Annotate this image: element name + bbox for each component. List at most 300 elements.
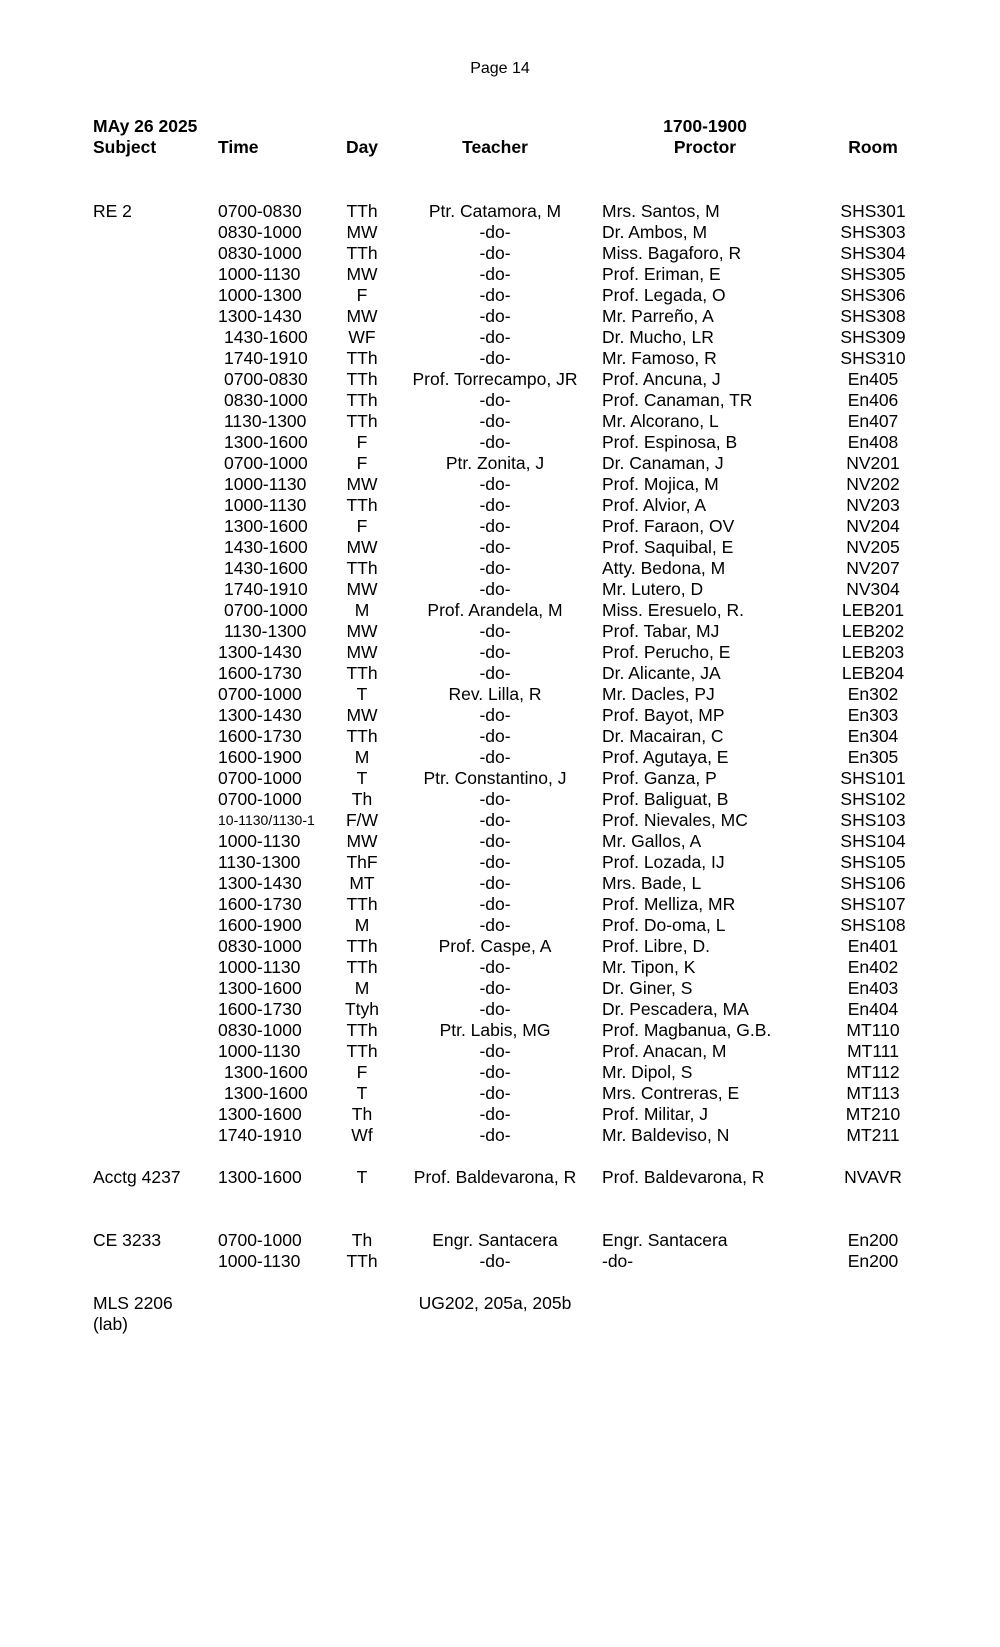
cell-room: En407: [847, 411, 899, 431]
cell-teacher: -do-: [479, 1041, 511, 1061]
table-row: [0, 327, 1000, 348]
cell-proctor: Prof. Baliguat, B: [602, 789, 729, 809]
table-row: [0, 789, 1000, 810]
cell-room: En401: [847, 936, 899, 956]
table-row: [0, 999, 1000, 1020]
cell-day: TTh: [346, 936, 378, 956]
table-row: [0, 978, 1000, 999]
cell-teacher: Prof. Caspe, A: [438, 936, 552, 956]
cell-teacher: -do-: [479, 516, 511, 536]
cell-proctor: Dr. Mucho, LR: [602, 327, 714, 347]
table-row: [0, 1251, 1000, 1272]
cell-day: TTh: [346, 390, 378, 410]
cell-teacher: -do-: [479, 411, 511, 431]
cell-proctor: Dr. Pescadera, MA: [602, 999, 749, 1019]
cell-day: MT: [349, 873, 375, 893]
cell-room: MT113: [846, 1083, 900, 1103]
cell-time: 1740-1910: [224, 348, 308, 368]
cell-room: En304: [847, 726, 899, 746]
cell-day: Th: [351, 789, 373, 809]
cell-day: ThF: [346, 852, 378, 872]
cell-teacher: -do-: [479, 222, 511, 242]
cell-time: 10-1130/1130-1: [218, 812, 315, 828]
cell-day: TTh: [346, 894, 378, 914]
cell-room: SHS101: [840, 768, 906, 788]
cell-room: En302: [847, 684, 899, 704]
cell-teacher: UG202, 205a, 205b: [418, 1293, 572, 1313]
cell-day: TTh: [346, 348, 378, 368]
cell-teacher: -do-: [479, 663, 511, 683]
cell-teacher: -do-: [479, 621, 511, 641]
table-row: [0, 495, 1000, 516]
cell-day: Ttyh: [344, 999, 380, 1019]
exam-date: MAy 26 2025: [93, 116, 198, 136]
cell-proctor: Mrs. Contreras, E: [602, 1083, 740, 1103]
table-row: [0, 642, 1000, 663]
cell-proctor: Prof. Mojica, M: [602, 474, 719, 494]
cell-proctor: Prof. Tabar, MJ: [602, 621, 720, 641]
cell-time: 1000-1130: [218, 831, 301, 851]
cell-time: 1000-1130: [218, 957, 301, 977]
cell-proctor: Dr. Macairan, C: [602, 726, 724, 746]
table-row: [0, 411, 1000, 432]
cell-proctor: Mr. Gallos, A: [602, 831, 702, 851]
cell-teacher: Engr. Santacera: [432, 1230, 558, 1250]
table-row: [0, 600, 1000, 621]
cell-day: MW: [346, 831, 378, 851]
cell-time: 1300-1430: [218, 873, 302, 893]
cell-day: TTh: [346, 1041, 378, 1061]
cell-day: T: [356, 684, 368, 704]
cell-time: 1600-1730: [218, 894, 302, 914]
cell-room: SHS103: [840, 810, 906, 830]
table-row: [0, 768, 1000, 789]
cell-time: 0700-0830: [218, 201, 302, 221]
cell-day: MW: [346, 621, 378, 641]
cell-day: TTh: [346, 201, 378, 221]
cell-proctor: Prof. Perucho, E: [602, 642, 731, 662]
cell-proctor: Prof. Ganza, P: [602, 768, 717, 788]
cell-proctor: Prof. Do-oma, L: [602, 915, 726, 935]
cell-teacher: -do-: [479, 789, 511, 809]
cell-room: En402: [847, 957, 899, 977]
cell-proctor: Prof. Alvior, A: [602, 495, 707, 515]
table-row: [0, 201, 1000, 222]
table-row: [0, 894, 1000, 915]
cell-time: 1300-1600: [224, 432, 308, 452]
cell-room: MT111: [847, 1041, 899, 1061]
cell-subject: MLS 2206: [93, 1293, 173, 1313]
cell-proctor: Prof. Libre, D.: [602, 936, 710, 956]
table-row: [0, 936, 1000, 957]
cell-teacher: Ptr. Catamora, M: [428, 201, 562, 221]
cell-time: 0700-1000: [218, 684, 302, 704]
cell-day: F: [356, 432, 368, 452]
column-header-teacher: Teacher: [462, 137, 528, 157]
cell-teacher: Ptr. Labis, MG: [439, 1020, 551, 1040]
table-row: [0, 915, 1000, 936]
cell-proctor: Prof. Faraon, OV: [602, 516, 735, 536]
cell-day: M: [354, 747, 370, 767]
cell-proctor: Dr. Alicante, JA: [602, 663, 721, 683]
table-row: [0, 1125, 1000, 1146]
table-row: [0, 516, 1000, 537]
cell-room: NV204: [846, 516, 900, 536]
table-row: [0, 1020, 1000, 1041]
cell-time: 0830-1000: [218, 222, 302, 242]
cell-day: F: [356, 1062, 368, 1082]
cell-time: 1430-1600: [224, 537, 308, 557]
cell-time: 1300-1600: [224, 1083, 308, 1103]
cell-subject: RE 2: [93, 201, 132, 221]
cell-time: 1000-1130: [218, 1251, 301, 1271]
cell-time: 1000-1130: [218, 1041, 301, 1061]
cell-room: SHS303: [840, 222, 906, 242]
table-row: [0, 306, 1000, 327]
cell-teacher: -do-: [479, 264, 511, 284]
cell-proctor: Prof. Bayot, MP: [602, 705, 725, 725]
table-row: [0, 285, 1000, 306]
cell-proctor: Mr. Dipol, S: [602, 1062, 693, 1082]
cell-time: 1130-1300: [224, 621, 307, 641]
cell-proctor: Mr. Alcorano, L: [602, 411, 719, 431]
cell-room: SHS107: [840, 894, 906, 914]
cell-proctor: Prof. Ancuna, J: [602, 369, 721, 389]
cell-room: NV201: [846, 453, 900, 473]
cell-room: SHS301: [840, 201, 906, 221]
cell-time: 1600-1900: [218, 915, 302, 935]
cell-room: SHS309: [840, 327, 906, 347]
cell-time: 1740-1910: [218, 1125, 302, 1145]
cell-room: SHS102: [840, 789, 906, 809]
cell-room: LEB203: [841, 642, 905, 662]
cell-room: En200: [847, 1230, 899, 1250]
table-row: [0, 1104, 1000, 1125]
cell-day: MW: [346, 474, 378, 494]
cell-proctor: Mr. Tipon, K: [602, 957, 696, 977]
lab-note: (lab): [93, 1314, 129, 1334]
table-row: [0, 390, 1000, 411]
cell-teacher: -do-: [479, 243, 511, 263]
table-row: [0, 831, 1000, 852]
cell-room: SHS106: [840, 873, 906, 893]
cell-proctor: Mr. Baldeviso, N: [602, 1125, 730, 1145]
cell-teacher: -do-: [479, 852, 511, 872]
column-header-time: Time: [218, 137, 259, 157]
cell-time: 1300-1430: [218, 642, 302, 662]
cell-proctor: Mrs. Bade, L: [602, 873, 702, 893]
cell-day: M: [354, 978, 370, 998]
cell-time: 0830-1000: [224, 390, 308, 410]
cell-room: NV203: [846, 495, 900, 515]
table-row: [0, 1062, 1000, 1083]
cell-time: 1300-1600: [218, 1104, 302, 1124]
cell-teacher: -do-: [479, 390, 511, 410]
cell-day: MW: [346, 537, 378, 557]
cell-day: F: [356, 516, 368, 536]
cell-proctor: Prof. Nievales, MC: [602, 810, 748, 830]
cell-teacher: -do-: [479, 747, 511, 767]
table-row: [0, 1083, 1000, 1104]
cell-proctor: Dr. Ambos, M: [602, 222, 708, 242]
cell-teacher: -do-: [479, 831, 511, 851]
cell-proctor: Prof. Legada, O: [602, 285, 726, 305]
table-row: [0, 957, 1000, 978]
cell-room: LEB204: [841, 663, 905, 683]
table-row: [0, 432, 1000, 453]
cell-day: TTh: [346, 1251, 378, 1271]
cell-proctor: Prof. Magbanua, G.B.: [602, 1020, 772, 1040]
table-row: [0, 705, 1000, 726]
cell-teacher: -do-: [479, 348, 511, 368]
cell-day: TTh: [346, 411, 378, 431]
cell-room: En303: [847, 705, 899, 725]
cell-room: En406: [847, 390, 899, 410]
schedule-table: [0, 201, 1000, 1335]
cell-subject: CE 3233: [93, 1230, 162, 1250]
cell-time: 1300-1430: [218, 705, 302, 725]
lab-note-row: [0, 1314, 1000, 1335]
cell-day: WF: [348, 327, 376, 347]
cell-day: MW: [346, 264, 378, 284]
cell-teacher: Ptr. Constantino, J: [423, 768, 567, 788]
cell-teacher: -do-: [479, 432, 511, 452]
cell-room: SHS306: [840, 285, 906, 305]
cell-time: 0700-1000: [218, 789, 302, 809]
cell-proctor: Prof. Canaman, TR: [602, 390, 753, 410]
cell-room: NV207: [846, 558, 900, 578]
cell-proctor: Mr. Famoso, R: [602, 348, 717, 368]
cell-day: MW: [346, 579, 378, 599]
cell-day: Wf: [351, 1125, 373, 1145]
cell-time: 1000-1300: [218, 285, 302, 305]
cell-room: MT110: [846, 1020, 900, 1040]
cell-teacher: Prof. Arandela, M: [427, 600, 563, 620]
cell-room: NV304: [846, 579, 900, 599]
cell-teacher: Ptr. Zonita, J: [445, 453, 545, 473]
cell-day: MW: [346, 642, 378, 662]
table-row: [0, 474, 1000, 495]
cell-day: F: [356, 285, 368, 305]
cell-teacher: -do-: [479, 915, 511, 935]
cell-time: 1740-1910: [224, 579, 308, 599]
cell-teacher: -do-: [479, 474, 511, 494]
cell-day: F/W: [345, 810, 379, 830]
cell-time: 1300-1600: [224, 1062, 308, 1082]
cell-room: SHS308: [840, 306, 906, 326]
cell-room: LEB201: [841, 600, 905, 620]
cell-day: TTh: [346, 957, 378, 977]
cell-subject: Acctg 4237: [93, 1167, 181, 1187]
table-row: [0, 537, 1000, 558]
cell-proctor: Prof. Saquibal, E: [602, 537, 734, 557]
cell-teacher: -do-: [479, 558, 511, 578]
column-header-subject: Subject: [93, 137, 157, 157]
cell-teacher: -do-: [479, 642, 511, 662]
cell-time: 1430-1600: [224, 327, 308, 347]
table-row: [0, 810, 1000, 831]
cell-day: TTh: [346, 369, 378, 389]
cell-teacher: -do-: [479, 327, 511, 347]
cell-day: Th: [351, 1104, 373, 1124]
cell-day: TTh: [346, 663, 378, 683]
cell-room: NVAVR: [844, 1167, 902, 1187]
cell-proctor: Mrs. Santos, M: [602, 201, 720, 221]
cell-teacher: Rev. Lilla, R: [448, 684, 542, 704]
cell-room: NV202: [846, 474, 900, 494]
cell-room: En200: [847, 1251, 899, 1271]
page-number: Page 14: [470, 60, 530, 77]
cell-room: LEB202: [841, 621, 905, 641]
cell-teacher: -do-: [479, 705, 511, 725]
table-row: [0, 1167, 1000, 1188]
cell-proctor: Mr. Parreño, A: [602, 306, 714, 326]
table-row: [0, 621, 1000, 642]
cell-room: En403: [847, 978, 899, 998]
cell-teacher: -do-: [479, 1062, 511, 1082]
table-row: [0, 453, 1000, 474]
cell-proctor: Prof. Baldevarona, R: [602, 1167, 765, 1187]
column-header-proctor: Proctor: [673, 137, 737, 157]
cell-room: SHS108: [840, 915, 906, 935]
table-row: [0, 684, 1000, 705]
cell-proctor: Mr. Dacles, PJ: [602, 684, 715, 704]
table-row: [0, 579, 1000, 600]
cell-time: 1130-1300: [218, 852, 301, 872]
cell-time: 1300-1600: [218, 1167, 302, 1187]
cell-room: NV205: [846, 537, 900, 557]
cell-time: 1430-1600: [224, 558, 308, 578]
table-row: [0, 369, 1000, 390]
cell-room: En404: [847, 999, 899, 1019]
cell-room: MT211: [846, 1125, 900, 1145]
cell-teacher: -do-: [479, 726, 511, 746]
cell-day: TTh: [346, 726, 378, 746]
cell-time: 0830-1000: [218, 936, 302, 956]
table-row: [0, 1293, 1000, 1314]
cell-time: 0700-1000: [218, 768, 302, 788]
table-row: [0, 852, 1000, 873]
cell-room: SHS105: [840, 852, 906, 872]
cell-proctor: Dr. Giner, S: [602, 978, 693, 998]
cell-day: TTh: [346, 495, 378, 515]
cell-proctor: Dr. Canaman, J: [602, 453, 724, 473]
column-header-day: Day: [345, 137, 379, 157]
cell-day: T: [356, 1167, 368, 1187]
cell-time: 1000-1130: [218, 264, 301, 284]
cell-time: 1000-1130: [224, 495, 307, 515]
table-row: [0, 264, 1000, 285]
cell-time: 0830-1000: [218, 243, 302, 263]
cell-time: 1600-1730: [218, 663, 302, 683]
table-row: [0, 726, 1000, 747]
cell-day: M: [354, 600, 370, 620]
cell-time: 0700-1000: [224, 600, 308, 620]
cell-teacher: -do-: [479, 495, 511, 515]
cell-proctor: Miss. Eresuelo, R.: [602, 600, 744, 620]
cell-teacher: -do-: [479, 285, 511, 305]
cell-time: 1300-1600: [224, 516, 308, 536]
cell-time: 1000-1130: [224, 474, 307, 494]
cell-time: 1600-1730: [218, 726, 302, 746]
cell-day: TTh: [346, 558, 378, 578]
cell-room: SHS104: [840, 831, 906, 851]
cell-proctor: Prof. Melliza, MR: [602, 894, 736, 914]
cell-proctor: Miss. Bagaforo, R: [602, 243, 742, 263]
cell-proctor: Atty. Bedona, M: [602, 558, 726, 578]
cell-room: MT112: [846, 1062, 900, 1082]
cell-proctor: Engr. Santacera: [602, 1230, 728, 1250]
cell-proctor: Mr. Lutero, D: [602, 579, 704, 599]
cell-teacher: -do-: [479, 1104, 511, 1124]
cell-day: TTh: [346, 1020, 378, 1040]
table-row: [0, 1230, 1000, 1251]
cell-room: En405: [847, 369, 899, 389]
cell-proctor: Prof. Anacan, M: [602, 1041, 727, 1061]
cell-teacher: -do-: [479, 894, 511, 914]
cell-day: F: [356, 453, 368, 473]
cell-teacher: -do-: [479, 1251, 511, 1271]
cell-proctor: Prof. Agutaya, E: [602, 747, 729, 767]
table-row: [0, 348, 1000, 369]
cell-day: TTh: [346, 243, 378, 263]
cell-teacher: -do-: [479, 1083, 511, 1103]
cell-teacher: -do-: [479, 579, 511, 599]
cell-teacher: -do-: [479, 537, 511, 557]
cell-time: 1600-1900: [218, 747, 302, 767]
exam-session-time: 1700-1900: [663, 116, 747, 136]
cell-room: SHS304: [840, 243, 906, 263]
cell-teacher: -do-: [479, 957, 511, 977]
cell-room: SHS305: [840, 264, 906, 284]
cell-teacher: Prof. Baldevarona, R: [413, 1167, 577, 1187]
cell-time: 0830-1000: [218, 1020, 302, 1040]
table-row: [0, 558, 1000, 579]
table-row: [0, 747, 1000, 768]
cell-day: MW: [346, 306, 378, 326]
column-header-room: Room: [848, 137, 898, 157]
cell-proctor: Prof. Lozada, IJ: [602, 852, 725, 872]
cell-time: 0700-1000: [224, 453, 308, 473]
table-row: [0, 873, 1000, 894]
cell-time: 0700-0830: [224, 369, 308, 389]
cell-proctor: Prof. Eriman, E: [602, 264, 721, 284]
cell-day: M: [354, 915, 370, 935]
cell-teacher: -do-: [479, 810, 511, 830]
cell-teacher: -do-: [479, 999, 511, 1019]
table-row: [0, 222, 1000, 243]
cell-room: En305: [847, 747, 899, 767]
cell-teacher: Prof. Torrecampo, JR: [412, 369, 578, 389]
cell-time: 1300-1600: [218, 978, 302, 998]
cell-proctor: Prof. Militar, J: [602, 1104, 708, 1124]
table-row: [0, 1041, 1000, 1062]
cell-room: SHS310: [840, 348, 906, 368]
table-row: [0, 663, 1000, 684]
cell-time: 1600-1730: [218, 999, 302, 1019]
cell-proctor: -do-: [602, 1251, 634, 1271]
cell-day: MW: [346, 222, 378, 242]
cell-room: MT210: [845, 1104, 901, 1124]
cell-day: T: [356, 768, 368, 788]
cell-day: MW: [346, 705, 378, 725]
cell-teacher: -do-: [479, 978, 511, 998]
cell-room: En408: [847, 432, 899, 452]
cell-day: T: [356, 1083, 368, 1103]
table-row: [0, 243, 1000, 264]
cell-day: Th: [351, 1230, 373, 1250]
cell-teacher: -do-: [479, 1125, 511, 1145]
